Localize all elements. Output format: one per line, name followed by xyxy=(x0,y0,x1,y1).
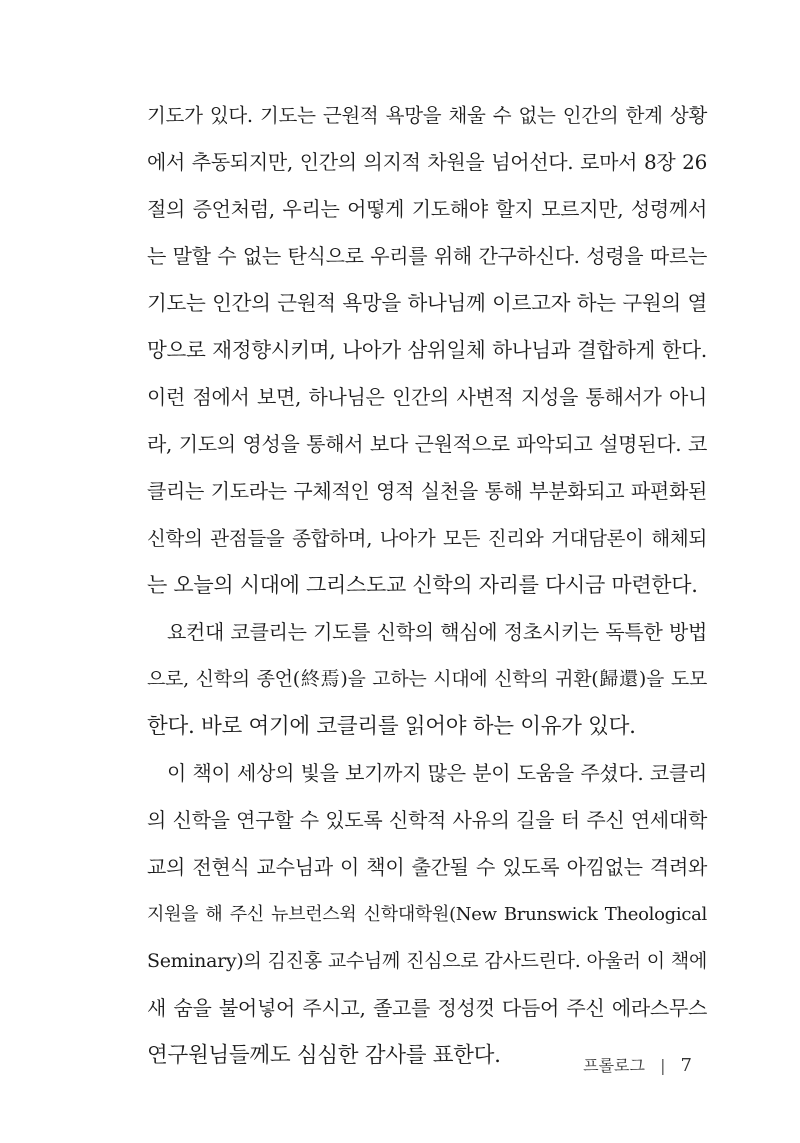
text-line: 한다. 바로 여기에 코클리를 읽어야 하는 이유가 있다. xyxy=(147,714,636,739)
text-line: 기도가 있다. 기도는 근원적 욕망을 채울 수 없는 인간의 한계 상황 xyxy=(147,104,707,127)
running-section-title: 프롤로그 xyxy=(583,1056,645,1075)
page-number: 7 xyxy=(680,1055,692,1076)
text-line: 지원을 해 주신 뉴브런스윅 신학대학원(New Brunswick Theological xyxy=(147,904,707,925)
text-line: 요컨대 코클리는 기도를 신학의 핵심에 정초시키는 독특한 방법 xyxy=(167,620,707,644)
text-line: 절의 증언처럼, 우리는 어떻게 기도해야 할지 모르지만, 성령께서 xyxy=(147,197,707,221)
text-line: 교의 전현식 교수님과 이 책이 출간될 수 있도록 아낌없는 격려와 xyxy=(147,855,707,879)
text-line: 새 숨을 불어넣어 주시고, 졸고를 정성껏 다듬어 주신 에라스무스 xyxy=(147,996,707,1020)
body-text xyxy=(147,92,707,1079)
text-line: 망으로 재정향시키며, 나아가 삼위일체 하나님과 결합하게 한다. xyxy=(147,338,707,362)
text-line: 신학의 관점들을 종합하며, 나아가 모든 진리와 거대담론이 해체되 xyxy=(147,527,707,550)
text-line: 연구원님들께도 심심한 감사를 표한다. xyxy=(147,1043,501,1068)
text-line: Seminary)의 김진홍 교수님께 진심으로 감사드린다. 아울러 이 책에 xyxy=(147,950,707,972)
footer-separator: | xyxy=(660,1056,666,1075)
text-line: 는 오늘의 시대에 그리스도교 신학의 자리를 다시금 마련한다. xyxy=(147,573,698,597)
text-line: 라, 기도의 영성을 통해서 보다 근원적으로 파악되고 설명된다. 코 xyxy=(147,432,707,456)
page-footer xyxy=(583,1054,692,1078)
text-line: 의 신학을 연구할 수 있도록 신학적 사유의 길을 터 주신 연세대학 xyxy=(147,808,707,832)
text-line: 이 책이 세상의 빛을 보기까지 많은 분이 도움을 주셨다. 코클리 xyxy=(167,761,707,785)
text-line: 기도는 인간의 근원적 욕망을 하나님께 이르고자 하는 구원의 열 xyxy=(147,291,707,315)
text-line: 는 말할 수 없는 탄식으로 우리를 위해 간구하신다. 성령을 따르는 xyxy=(147,244,707,268)
text-line: 으로, 신학의 종언(終焉)을 고하는 시대에 신학의 귀환(歸還)을 도모 xyxy=(147,668,707,690)
text-line: 클리는 기도라는 구체적인 영적 실천을 통해 부분화되고 파편화된 xyxy=(147,479,707,503)
text-line: 에서 추동되지만, 인간의 의지적 차원을 넘어선다. 로마서 8장 26 xyxy=(147,150,707,174)
text-line: 이런 점에서 보면, 하나님은 인간의 사변적 지성을 통해서가 아니 xyxy=(147,385,707,409)
